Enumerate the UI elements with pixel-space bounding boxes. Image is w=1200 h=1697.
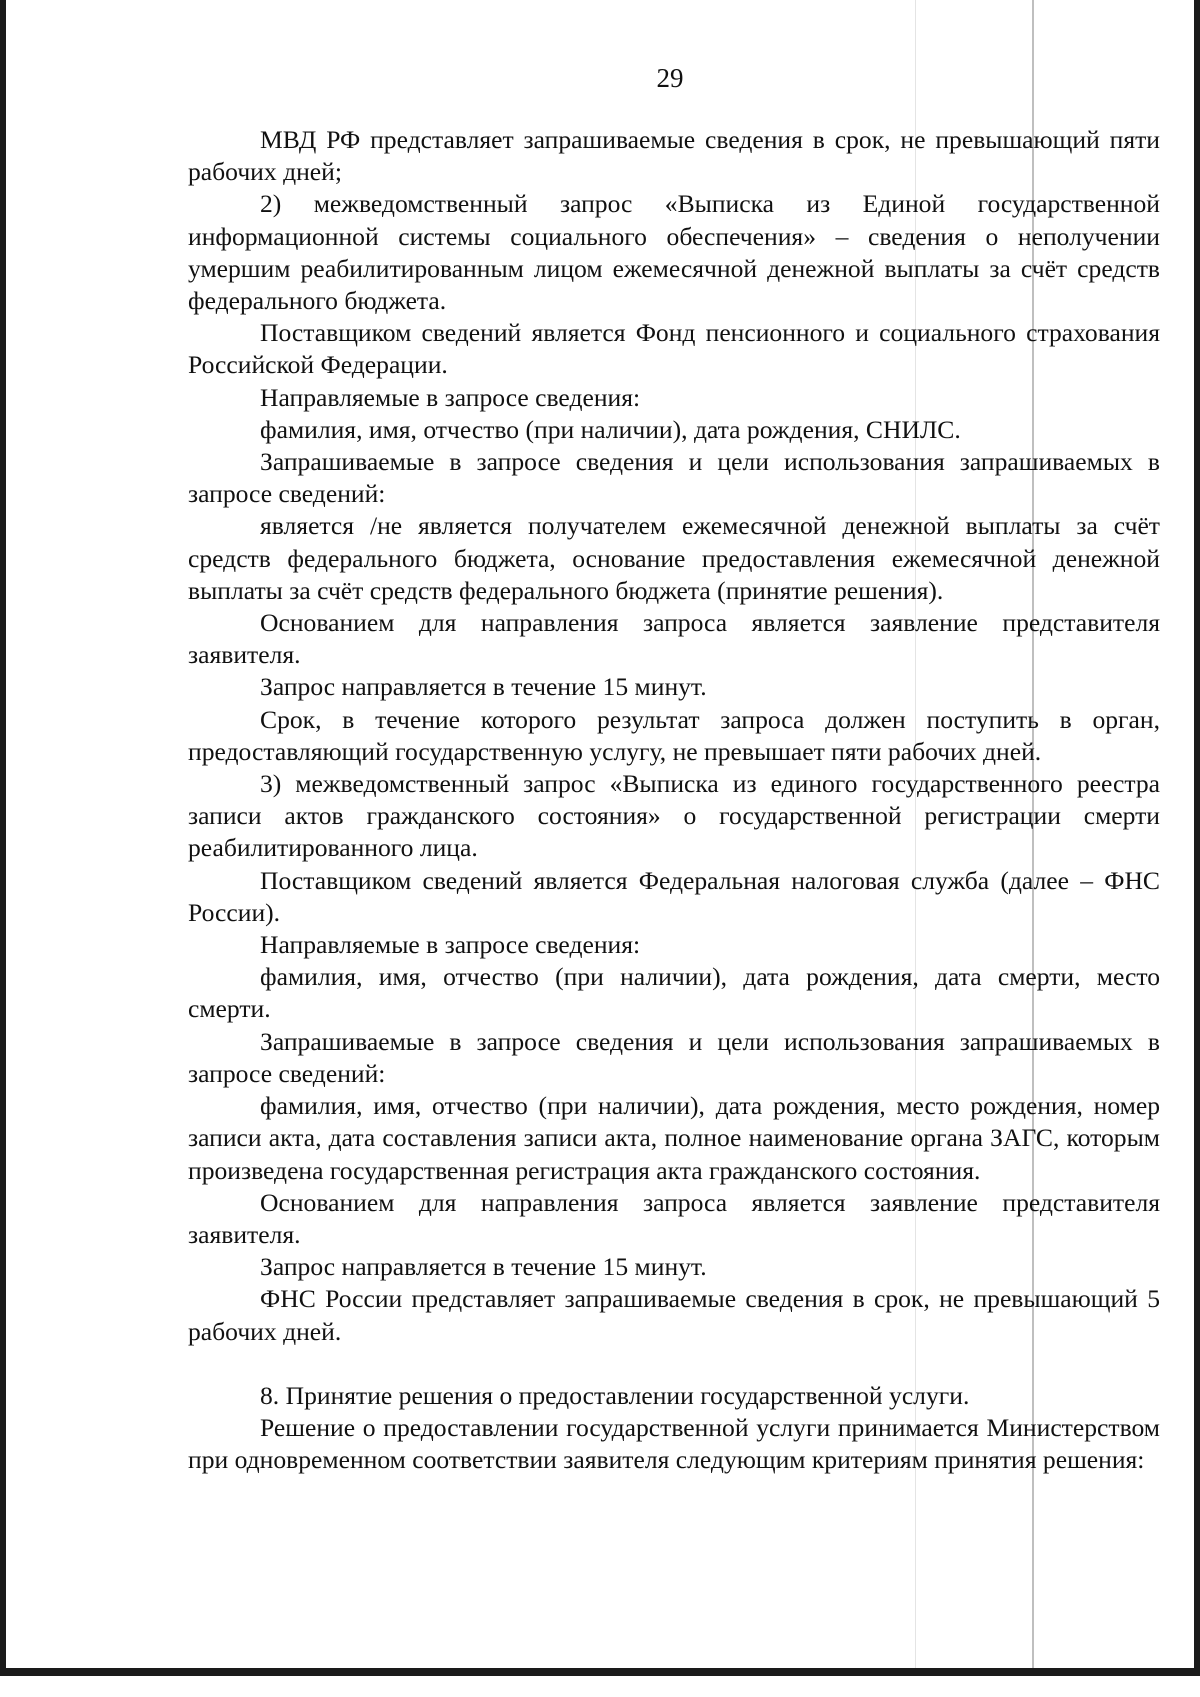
paragraph: является /не является получателем ежемесячной денежной выплаты за счёт средств федерального бюджета, основание предоставления ежемесячной денежной выплаты за счёт средств федерального бюджета (принятие решения). [188, 511, 1160, 605]
paragraph: Поставщиком сведений является Фонд пенсионного и социального страхования Российской Федерации. [188, 318, 1160, 380]
scan-edge-right [1194, 0, 1200, 1668]
paragraph: Основанием для направления запроса является заявление представителя заявителя. [188, 608, 1160, 670]
document-body [188, 124, 1160, 1476]
paragraph: Запрос направляется в течение 15 минут. [260, 672, 707, 702]
paragraph: Запрашиваемые в запросе сведения и цели использования запрашиваемых в запросе сведений: [188, 447, 1160, 509]
paragraph: ФНС России представляет запрашиваемые сведения в срок, не превышающий 5 рабочих дней. [188, 1284, 1160, 1346]
paragraph: Запрашиваемые в запросе сведения и цели использования запрашиваемых в запросе сведений: [188, 1026, 1160, 1088]
page-number: 29 [656, 63, 684, 93]
scan-edge-bottom [0, 1668, 1200, 1676]
scan-edge-left [0, 0, 6, 1668]
section-heading: 8. Принятие решения о предоставлении государственной услуги. [260, 1380, 970, 1410]
paragraph: Запрос направляется в течение 15 минут. [260, 1252, 707, 1282]
paragraph: Решение о предоставлении государственной услуги принимается Министерством при одновременном соответствии заявителя следующим критериям принятия решения: [188, 1412, 1160, 1475]
paragraph: Поставщиком сведений является Федеральная налоговая служба (далее – ФНС России). [188, 865, 1160, 927]
paragraph: фамилия, имя, отчество (при наличии), дата рождения, место рождения, номер записи акта, дата составления записи акта, полное наименование органа ЗАГС, которым произведена государственная регистрация акта гражданского состояния. [188, 1091, 1160, 1185]
paragraph: 2) межведомственный запрос «Выписка из Единой государственной информационной системы социального обеспечения» – сведения о неполучении умершим реабилитированным лицом ежемесячной денежной выплаты за счёт средств федерального бюджета. [188, 189, 1160, 316]
paragraph: фамилия, имя, отчество (при наличии), дата рождения, СНИЛС. [260, 414, 961, 444]
paragraph: Срок, в течение которого результат запроса должен поступить в орган, предоставляющий государственную услугу, не превышает пяти рабочих дней. [188, 704, 1160, 766]
paragraph: фамилия, имя, отчество (при наличии), дата рождения, дата смерти, место смерти. [188, 962, 1160, 1024]
paragraph: Направляемые в запросе сведения: [260, 930, 641, 960]
paragraph: Направляемые в запросе сведения: [260, 382, 641, 412]
paragraph: МВД РФ представляет запрашиваемые сведения в срок, не превышающий пяти рабочих дней; [188, 125, 1160, 187]
paragraph: Основанием для направления запроса является заявление представителя заявителя. [188, 1187, 1160, 1249]
paragraph: 3) межведомственный запрос «Выписка из единого государственного реестра записи актов гражданского состояния» о государственной регистрации смерти реабилитированного лица. [188, 769, 1160, 863]
